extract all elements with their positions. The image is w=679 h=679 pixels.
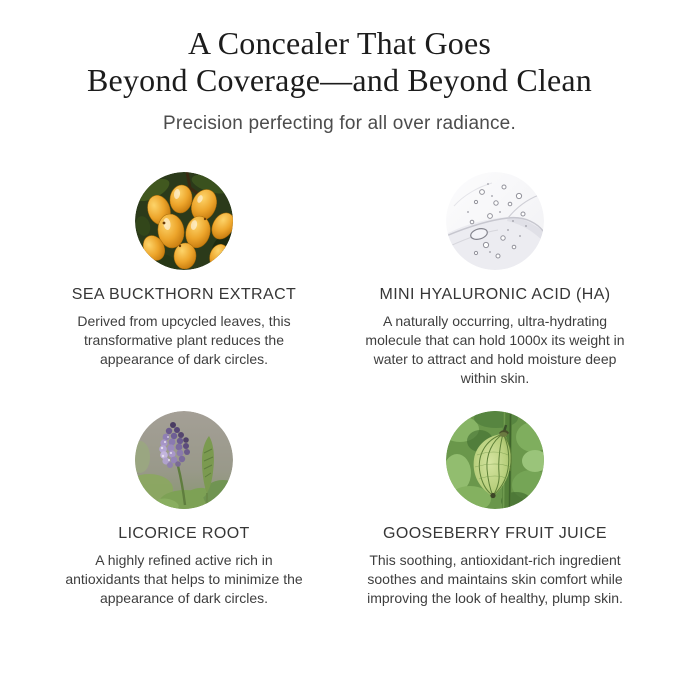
- clear-gel-texture-illustration: [446, 172, 544, 270]
- page-title: [0, 25, 679, 100]
- header: [0, 0, 679, 135]
- ingredient-description: A highly refined active rich in antioxidants that helps to minimize the appearance of dark circles.: [65, 552, 303, 607]
- page-subtitle: Precision perfecting for all over radiance.: [163, 112, 516, 134]
- gooseberry-photo: [446, 411, 544, 509]
- licorice-root-photo: [135, 411, 233, 509]
- page-title-line1: A Concealer That Goes: [187, 25, 492, 61]
- ingredient-description: Derived from upcycled leaves, this transformative plant reduces the appearance of dark circles.: [77, 312, 291, 367]
- ingredient-name: SEA BUCKTHORN EXTRACT: [71, 285, 297, 303]
- ingredient-description: This soothing, antioxidant-rich ingredient soothes and maintains skin comfort while improving the look of healthy, plump skin.: [367, 552, 623, 607]
- ingredient-grid: [34, 172, 646, 608]
- licorice-flower-illustration: [135, 411, 233, 509]
- ingredient-name: GOOSEBERRY FRUIT JUICE: [383, 525, 607, 542]
- ingredient-card-sea-buckthorn: [34, 172, 335, 388]
- page-title-line2: Beyond Coverage—and Beyond Clean: [87, 62, 592, 99]
- ingredient-card-gooseberry: [345, 411, 646, 608]
- gooseberry-husk-illustration: [446, 411, 544, 509]
- sea-buckthorn-berries-illustration: [135, 172, 233, 270]
- hyaluronic-acid-photo: [446, 172, 544, 270]
- ingredient-card-hyaluronic-acid: [345, 172, 646, 388]
- ingredient-name: MINI HYALURONIC ACID (HA): [379, 285, 611, 303]
- ingredient-name: LICORICE ROOT: [118, 525, 250, 542]
- ingredient-description: A naturally occurring, ultra-hydrating molecule that can hold 1000x its weight in water to attract and hold moisture deep within skin.: [365, 312, 625, 386]
- ingredient-card-licorice-root: [34, 411, 335, 608]
- sea-buckthorn-photo: [135, 172, 233, 270]
